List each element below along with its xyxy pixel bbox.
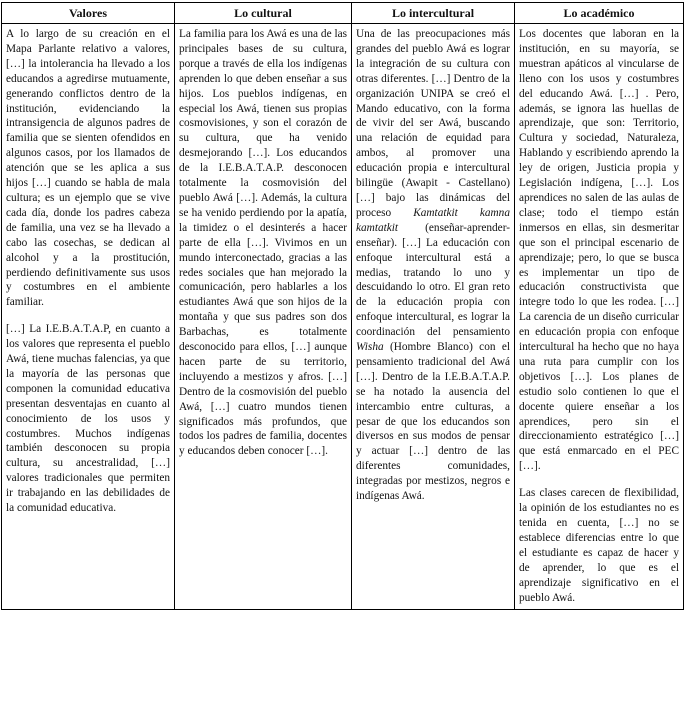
cell-lo-academico (515, 24, 684, 610)
intercultural-paragraph-1 (356, 27, 510, 504)
cell-lo-cultural (175, 24, 352, 610)
intercultural-italic-wisha: Wisha (356, 341, 384, 354)
intercultural-text-c: (enseñar-aprender-enseñar). […] La educación con enfoque intercultural está a medias, tratando lo uno y descuidando lo otro. El gran reto de la educación propia con enfoque intercultural, es lograr la coordinación del pensamiento (356, 221, 510, 339)
categories-table (1, 2, 684, 610)
intercultural-text-a: Una de las preocupaciones más grandes del pueblo Awá es lograr la integración de su cultura con otras diferentes. […] Dentro de la organización UNIPA se creó el Mando educativo, con la forma de vivir del ser Awá, buscando una relación de equidad para ambos, al promover una educación propia e intercultural bilingüe (Awapit - Castellano) […] bajo las dinámicas del proceso (356, 28, 510, 219)
cultural-paragraph-1: La familia para los Awá es una de las principales bases de su cultura, porque a través de ella los indígenas aprenden lo que deben enseñar a sus hijos. Los pueblos indígenas, en especial los Awá, tienen sus propias cosmovisiones, y son el corazón de su cultura, que ha venido desmejorando […]. Los educandos de la I.E.B.A.T.A.P. desconocen totalmente la cosmovisión del pueblo Awá […]. Además, la cultura se ha venido perdiendo por la apatía, la timidez o el desinterés a hacer parte de ella […]. Vivimos en un mundo interconectado, gracias a las redes sociales que han mejorado la comunicación, pero hablarles a los estudiantes Awá que son hijos de la montaña y que sus padres son dos Barbachas, es totalmente desconocido para ellos, […] aunque hacen parte de su territorio, incluyendo a mestizos y afros. […] Dentro de la cosmovisión del pueblo Awá, […] cuatro mundos tienen significados más profundos, que todos los padres de familia, docentes y educandos deben conocer […]. (179, 28, 347, 458)
valores-paragraph-1: A lo largo de su creación en el Mapa Parlante relativo a valores, […] la intolerancia ha llevado a los educandos a agredirse mutuamente, generando conflictos dentro de la institución, evidenciando la intransigencia de algunos padres de familia que se sienten ofendidos en algunos casos, por los llamados de atención que se les aplica a sus hijos […] cuando se habla de mala cultura; es un ejemplo que se vive cada día, donde los padres cabeza de familia, una vez se ha llevado a cabo las cosechas, se dedican al alcohol y a la prostitución, perdiendo definitivamente sus usos y costumbres en el ambiente familiar. (6, 28, 170, 309)
cell-lo-intercultural (352, 24, 515, 610)
intercultural-text-e: (Hombre Blanco) con el pensamiento tradicional del Awá […]. Dentro de la I.E.B.A.T.A.P. se ha notado la ausencia del intercambio entre culturas, a pesar de que los educandos son diversos en sus modos de pensar y actuar […] dentro de las diferentes comunidades, integradas por mestizos, negros e indígenas Awá. (356, 341, 510, 503)
header-row (2, 3, 684, 24)
categories-table-container (1, 2, 683, 610)
academico-paragraph-2: Las clases carecen de flexibilidad, la opinión de los estudiantes no es tenida en cuenta, […] no se establece diferencias entre lo que el estudiante es capaz de hacer y de aprender, lo que es el aprendizaje significativo en el pueblo Awá. (519, 487, 679, 604)
header-lo-academico: Lo académico (515, 3, 684, 24)
valores-paragraph-2: […] La I.E.B.A.T.A.P, en cuanto a los valores que representa el pueblo Awá, tiene muchas falencias, ya que la mayoría de las personas que componen la comunidad educativa presentan desventajas en cuanto al conocimiento de los usos y costumbres. Muchos indígenas también desconocen su propia cultura, su ancestralidad, […] valores tradicionales que permiten ir trabajando en las debilidades de la comunidad educativa. (6, 323, 170, 515)
intercultural-italic-kamtatkit: Kamtatkit kamna kamtatkit (356, 206, 510, 234)
header-valores: Valores (2, 3, 175, 24)
academico-paragraph-1: Los docentes que laboran en la institución, en su mayoría, se muestran apáticos al vincularse de lleno con los usos y costumbres del educando Awá. […] . Pero, además, se ignora las huellas de aprendizaje, que son: Territorio, Cultura y sociedad, Naturaleza, Hablando y escribiendo aprendo la ley de origen, Justicia propia y Legislación indígena, […]. Los aprendices no salen de las aulas de clase; todo el tiempo están inmersos en ellas, sin desmeritar que son el principal escenario de aprendizaje; pero, lo que se busca es implementar un tipo de educación constructivista que integre todo lo que les rodea. […] La carencia de un diseño curricular en educación propia con enfoque intercultural ha hecho que no haya una ruta para cumplir con los objetivos […]. Los planes de estudio solo contienen lo que el docente quiere enseñar a los aprendices, pero sin el direccionamiento estratégico […] que está enmarcado en el PEC […]. (519, 28, 679, 473)
cell-valores (2, 24, 175, 610)
content-row (2, 24, 684, 610)
header-lo-cultural: Lo cultural (175, 3, 352, 24)
header-lo-intercultural: Lo intercultural (352, 3, 515, 24)
